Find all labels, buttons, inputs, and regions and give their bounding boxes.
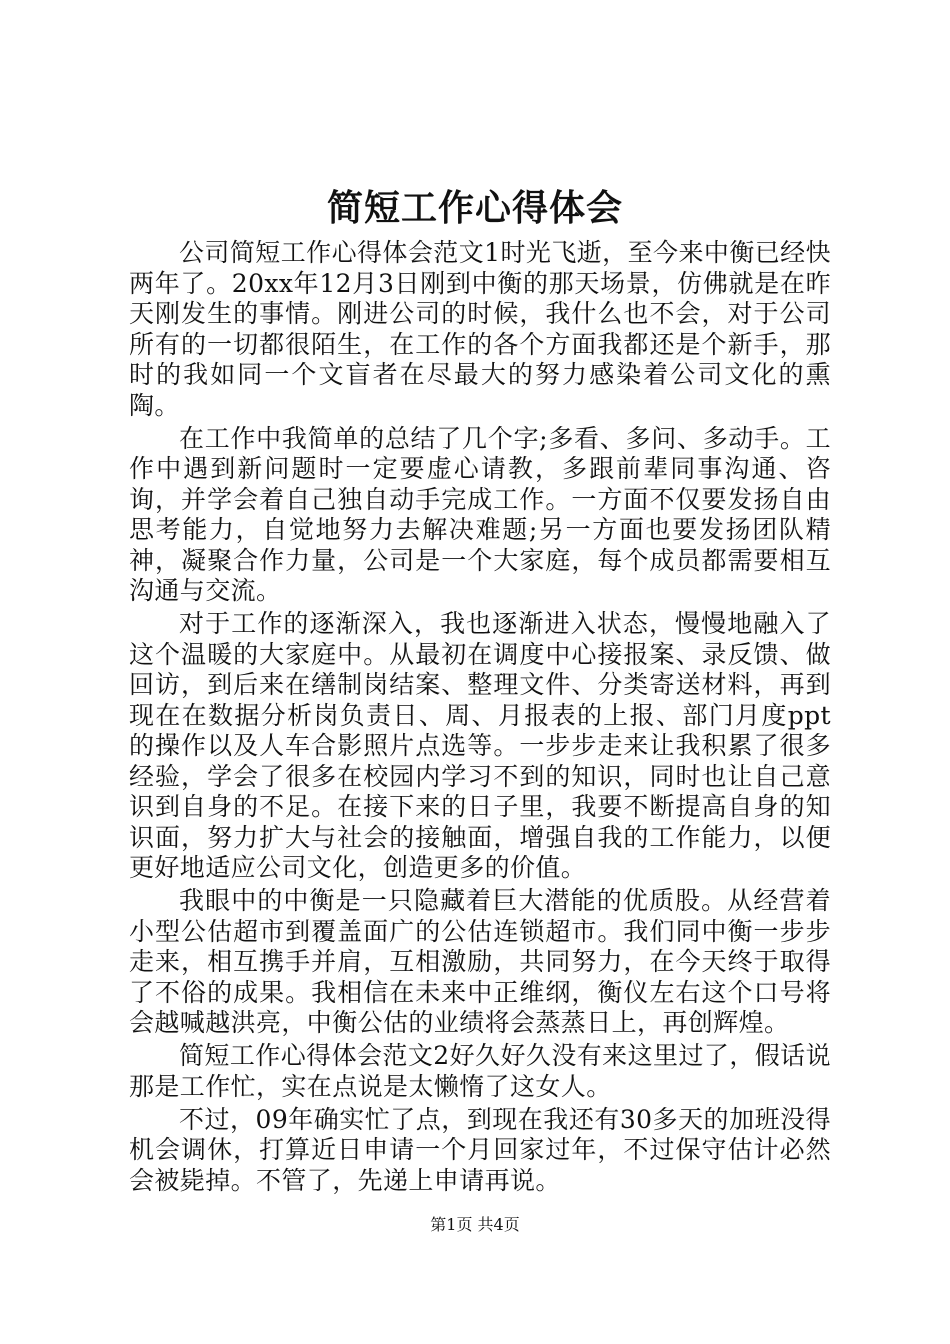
paragraph-6: 不过，09年确实忙了点，到现在我还有30多天的加班没得机会调休，打算近日申请一个月回家过年，不过保守估计必然会被毙掉。不管了，先递上申请再说。 — [129, 1104, 831, 1195]
document-body — [129, 238, 831, 1199]
page-total: 共4页 — [477, 1215, 520, 1234]
document-title: 简短工作心得体会 — [326, 187, 623, 229]
paragraph-2: 在工作中我简单的总结了几个字;多看、多问、多动手。工作中遇到新问题时一定要虚心请教，多跟前辈同事沟通、咨询，并学会着自己独自动手完成工作。一方面不仅要发扬自由思考能力，自觉地努力去解决难题;另一方面也要发扬团队精神，凝聚合作力量，公司是一个大家庭，每个成员都需要相互沟通与交流。 — [129, 423, 831, 605]
paragraph-5: 简短工作心得体会范文2好久好久没有来这里过了，假话说那是工作忙，实在点说是太懒惰了这女人。 — [129, 1041, 831, 1101]
paragraph-1: 公司简短工作心得体会范文1时光飞逝，至今来中衡已经快两年了。20xx年12月3日刚到中衡的那天场景，仿佛就是在昨天刚发生的事情。刚进公司的时候，我什么也不会，对于公司所有的一切都很陌生，在工作的各个方面我都还是个新手，那时的我如同一个文盲者在尽最大的努力感染着公司文化的熏陶。 — [129, 238, 831, 420]
page-number: 第1页 — [430, 1215, 473, 1234]
paragraph-3: 对于工作的逐渐深入，我也逐渐进入状态，慢慢地融入了这个温暖的大家庭中。从最初在调度中心接报案、录反馈、做回访，到后来在缮制岗结案、整理文件、分类寄送材料，再到现在在数据分析岗负责日、周、月报表的上报、部门月度ppt的操作以及人车合影照片点选等。一步步走来让我积累了很多经验，学会了很多在校园内学习不到的知识，同时也让自己意识到自身的不足。在接下来的日子里，我要不断提高自身的知识面，努力扩大与社会的接触面，增强自我的工作能力，以便更好地适应公司文化，创造更多的价值。 — [129, 609, 831, 882]
page-footer — [0, 1213, 950, 1237]
paragraph-4: 我眼中的中衡是一只隐藏着巨大潜能的优质股。从经营着小型公估超市到覆盖面广的公估连锁超市。我们同中衡一步步走来，相互携手并肩，互相激励，共同努力，在今天终于取得了不俗的成果。我相信在未来中正维纲，衡仪左右这个口号将会越喊越洪亮，中衡公估的业绩将会蒸蒸日上，再创辉煌。 — [129, 886, 831, 1037]
